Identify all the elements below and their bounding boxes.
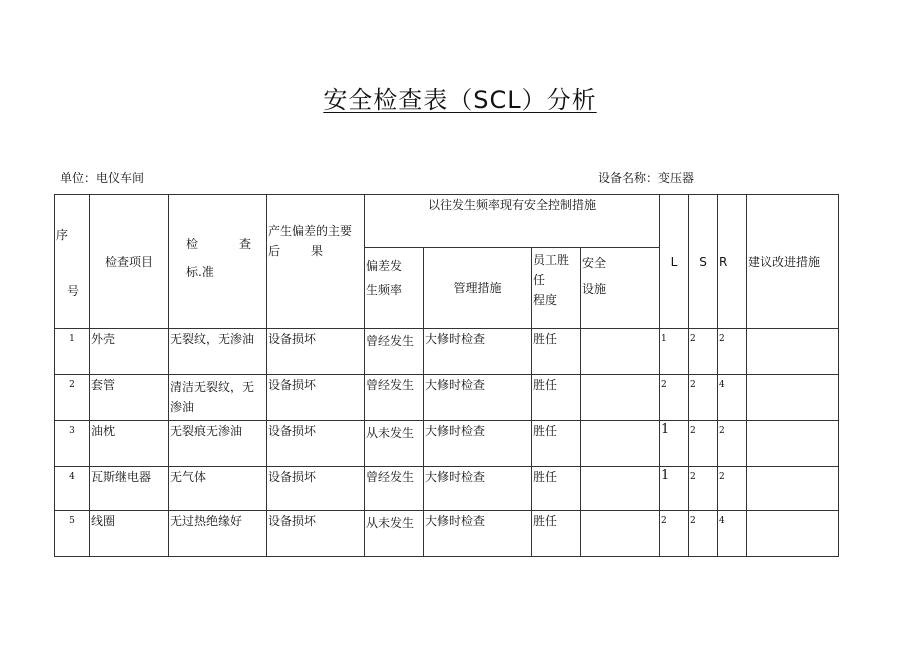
header-frequency: 偏差发 生频率 bbox=[365, 248, 424, 329]
header-item: 检查项目 bbox=[90, 195, 169, 329]
unit-label: 单位：电仪车间 bbox=[60, 171, 145, 185]
header-L: L bbox=[660, 195, 689, 329]
page-title: 安全检查表（SCL）分析 bbox=[323, 86, 597, 114]
header-control-group: 以往发生频率现有安全控制措施 bbox=[365, 195, 660, 248]
header-deviation: 产生偏差的主要 后 果 bbox=[267, 195, 365, 329]
header-standard: 检 查 标.准 bbox=[169, 195, 267, 329]
table-row: 5 线圈 无过热绝缘好 设备损坏 从未发生 大修时检查 胜任 2 2 4 bbox=[55, 511, 839, 557]
table-row: 3 油枕 无裂痕无渗油 设备损坏 从未发生 大修时检查 胜任 1 2 2 bbox=[55, 421, 839, 467]
scl-table bbox=[54, 194, 839, 557]
header-S: S bbox=[689, 195, 718, 329]
header-R: R bbox=[718, 195, 747, 329]
table-row: 1 外壳 无裂纹，无渗油 设备损坏 曾经发生 大修时检查 胜任 1 2 2 bbox=[55, 329, 839, 375]
header-suggest: 建议改进措施 bbox=[747, 195, 839, 329]
header-facility: 安全 设施 bbox=[581, 248, 660, 329]
header-competence: 员工胜任 程度 bbox=[532, 248, 581, 329]
table-row: 4 瓦斯继电器 无气体 设备损坏 曾经发生 大修时检查 胜任 1 2 2 bbox=[55, 467, 839, 511]
header-seq: 序 号 bbox=[55, 195, 90, 329]
equipment-label: 设备名称：变压器 bbox=[598, 171, 695, 185]
table-row: 2 套管 清洁无裂纹，无渗油 设备损坏 曾经发生 大修时检查 胜任 2 2 4 bbox=[55, 375, 839, 421]
header-management: 管理措施 bbox=[424, 248, 532, 329]
